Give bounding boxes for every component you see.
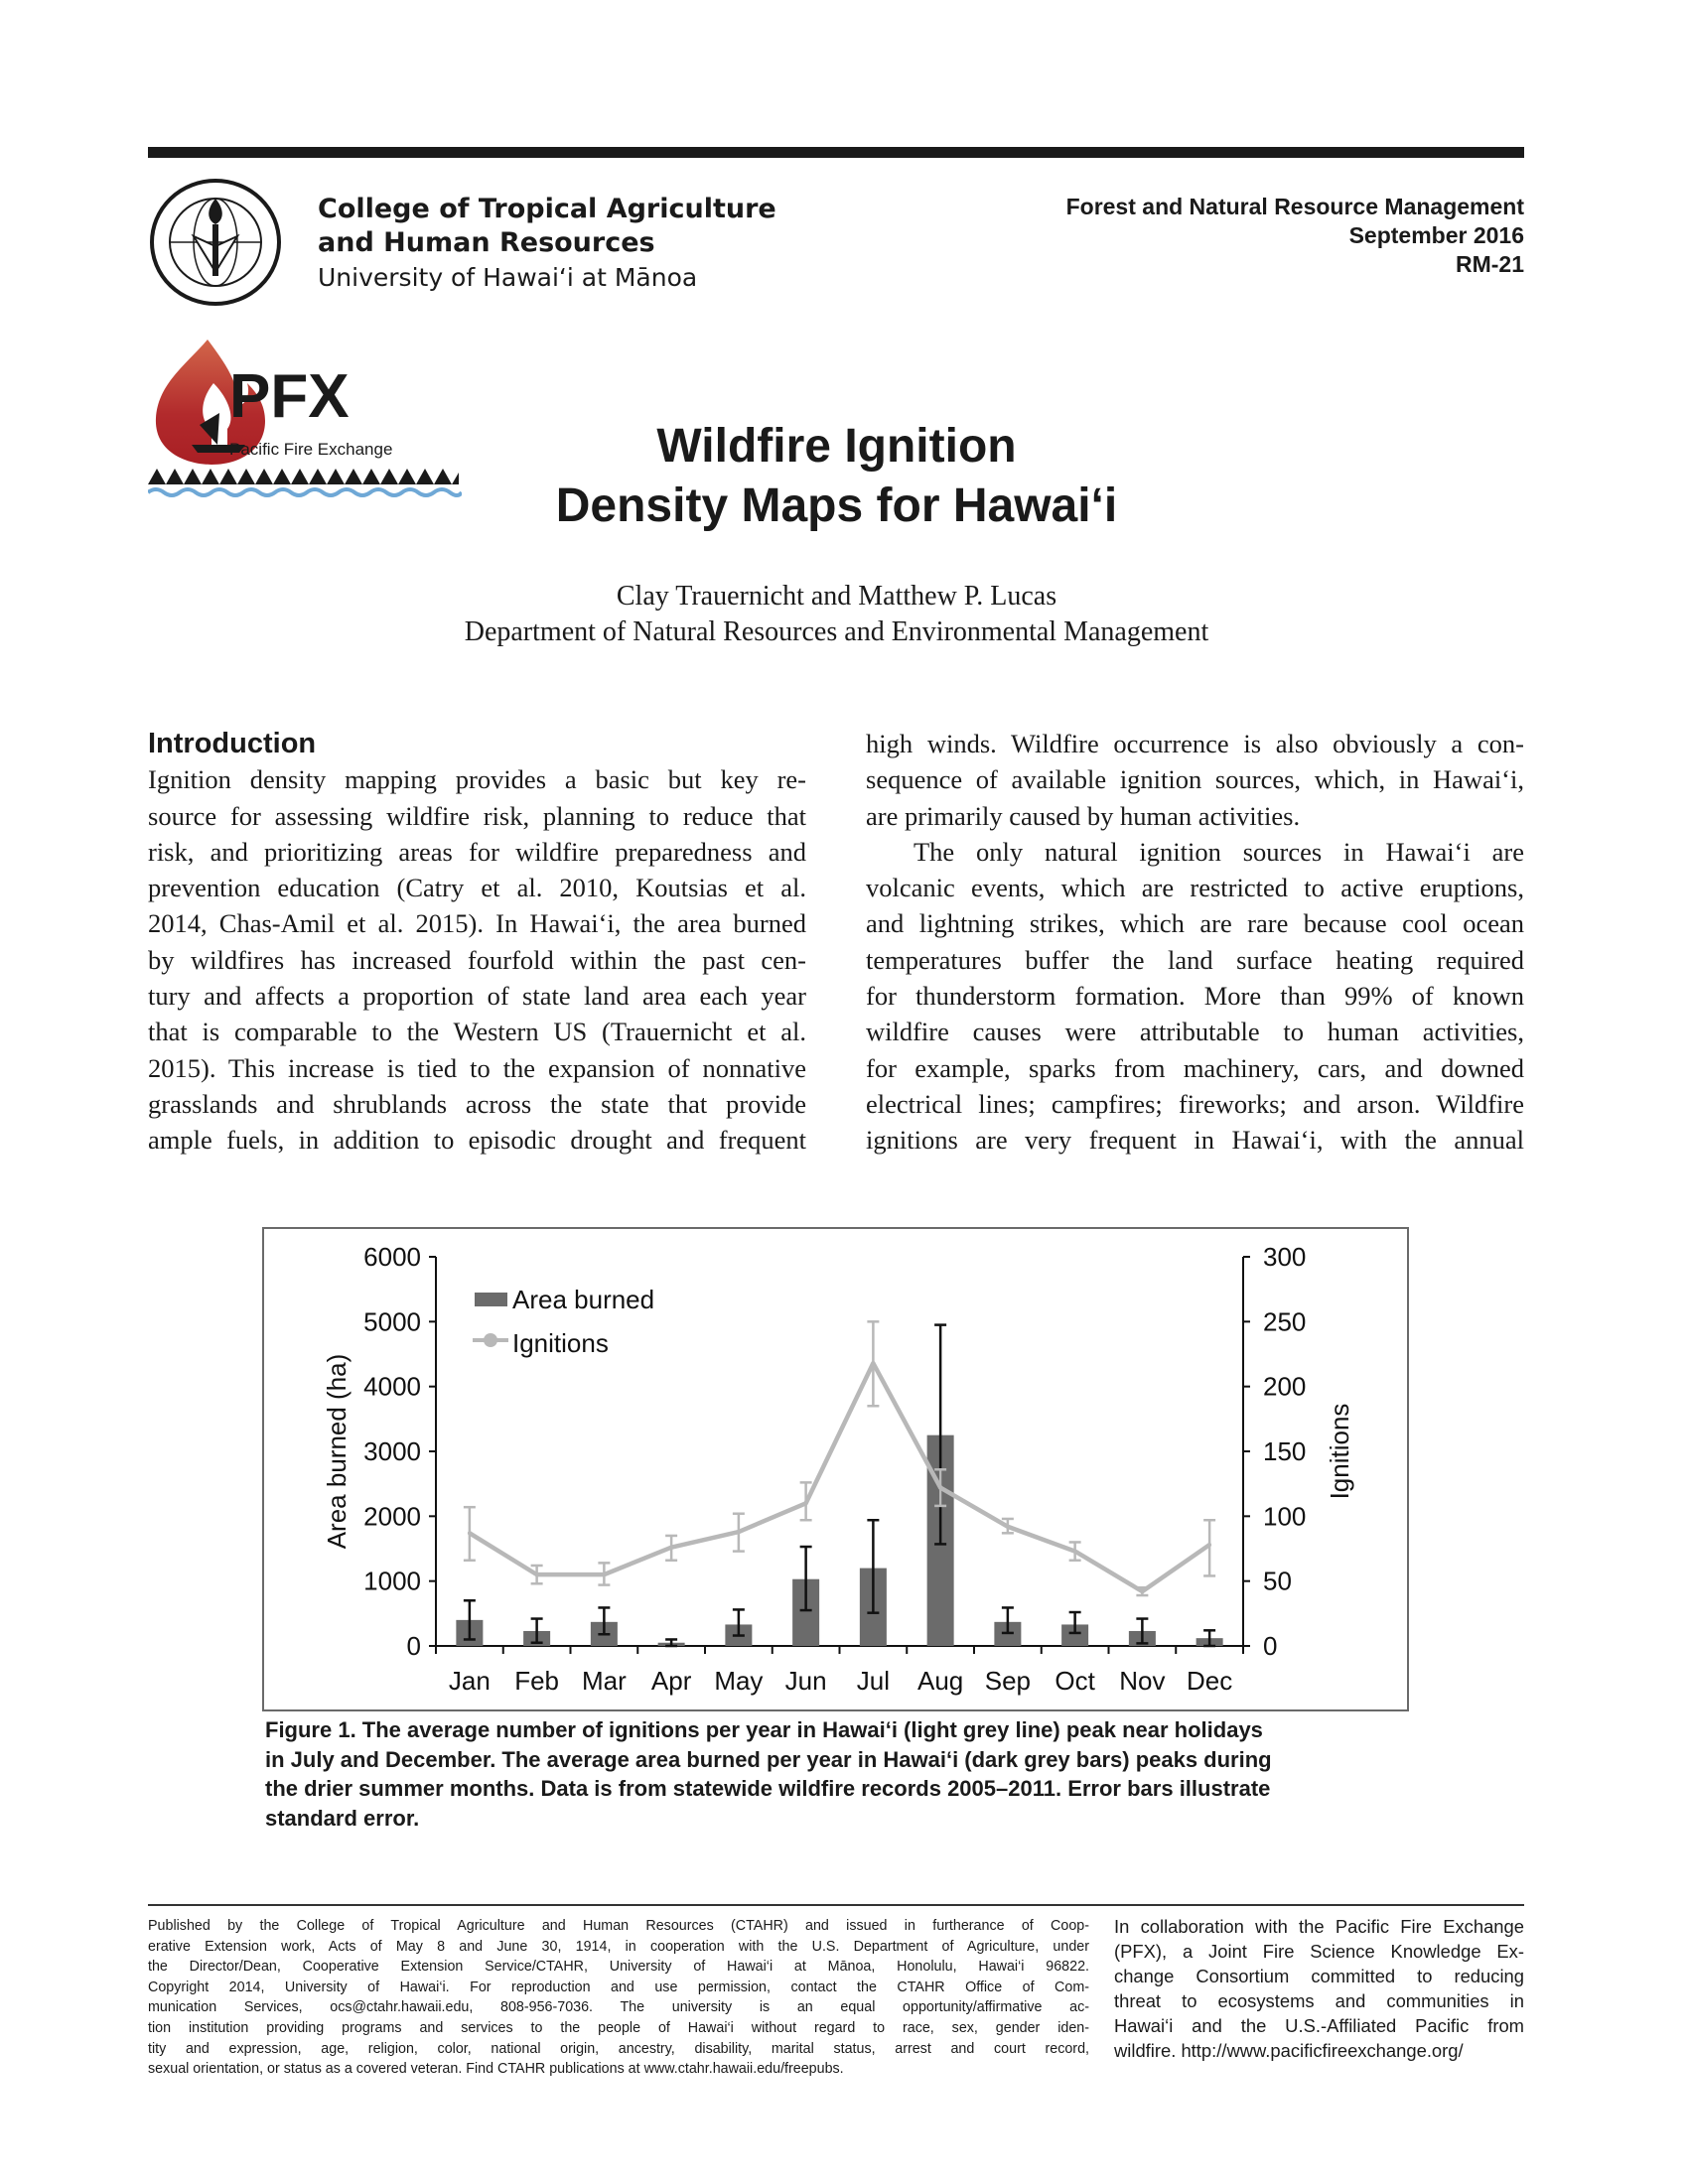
footer-line: erative Extension work, Acts of May 8 and June 30, 1914, in cooperation with the U.S. Department of Agriculture, under [148,1938,1089,1955]
left-y-tick-label: 5000 [363,1306,421,1337]
publication-date: September 2016 [1348,222,1524,248]
left-y-tick-label: 1000 [363,1566,421,1596]
line-ignitions [470,1363,1209,1591]
x-tick-label: Aug [916,1666,964,1696]
point-ignitions [669,1546,673,1550]
point-ignitions [1140,1589,1144,1593]
point-ignitions [938,1486,942,1490]
footer-line: Hawai‘i and the U.S.-Affiliated Pacific from [1114,2015,1524,2036]
figure-1-chart [264,1229,1407,1709]
university-seal-logo [148,177,283,308]
text-line: Ignition density mapping provides a basic but key re- [148,764,806,795]
title-line-2: Density Maps for Hawai‘i [555,479,1118,532]
left-column [148,726,806,1159]
footer-publication-notice [148,1916,1089,2080]
point-ignitions [1073,1550,1077,1554]
text-line: high winds. Wildfire occurrence is also obviously a con- [866,729,1524,758]
legend-label-ignitions: Ignitions [512,1328,609,1358]
footer-line: (PFX), a Joint Fire Science Knowledge Ex- [1114,1941,1524,1962]
left-y-tick-label: 2000 [363,1501,421,1532]
footer-rule [148,1904,1524,1906]
text-line: temperatures buffer the land surface heating required [866,944,1524,975]
right-y-tick-label: 250 [1263,1306,1307,1337]
figure-1-chart-frame [262,1227,1409,1711]
x-tick-label: Nov [1119,1666,1166,1696]
publication-info [1066,193,1524,279]
text-line: The only natural ignition sources in Hawai‘i are [914,836,1524,867]
text-line: 2014, Chas-Amil et al. 2015). In Hawai‘i, the area burned [148,908,806,939]
publication-code: RM-21 [1455,251,1524,277]
text-line: ample fuels, in addition to episodic drought and frequent [148,1125,806,1156]
left-y-tick-label: 4000 [363,1371,421,1402]
text-line: grasslands and shrublands across the state that provide [148,1088,806,1119]
point-ignitions [1207,1543,1211,1547]
text-line: electrical lines; campfires; fireworks; and arson. Wildfire [866,1088,1524,1119]
x-tick-label: Dec [1187,1666,1233,1696]
footer-line: threat to ecosystems and communities in [1114,1990,1524,2011]
x-tick-label: Jun [784,1666,827,1696]
text-line: that is comparable to the Western US (Trauernicht et al. [148,1017,806,1047]
point-ignitions [535,1572,539,1576]
right-y-tick-label: 100 [1263,1501,1307,1532]
author-names: Clay Trauernicht and Matthew P. Lucas [616,581,1057,612]
text-line: wildfire causes were attributable to human activities, [866,1017,1524,1047]
right-column-text [866,726,1524,1159]
document-title [0,417,1673,536]
series-name: Forest and Natural Resource Management [1065,194,1524,219]
x-tick-label: Jul [856,1666,890,1696]
caption-line: in July and December. The average area burned per year in Hawai‘i (dark grey bars) peaks during [265,1746,1272,1772]
caption-line: the drier summer months. Data is from statewide wildfire records 2005–2011. Error bars illustrate [265,1776,1271,1801]
x-tick-label: Sep [984,1666,1032,1696]
svg-text:PFX: PFX [229,362,350,431]
college-name [318,193,776,296]
text-line: tury and affects a proportion of state land area each year [148,981,806,1012]
caption-line: Figure 1. The average number of ignitions per year in Hawai‘i (light grey line) peak near holidays [265,1717,1263,1742]
right-y-tick-label: 300 [1263,1242,1307,1272]
right-y-axis-title: Ignitions [1325,1403,1354,1500]
point-ignitions [602,1572,606,1576]
text-line: risk, and prioritizing areas for wildfire preparedness and [148,836,806,867]
footer-collaboration-note [1114,1914,1524,2063]
text-line: ignitions are very frequent in Hawai‘i, with the annual [866,1125,1524,1156]
left-y-tick-label: 0 [406,1631,421,1661]
right-column [866,726,1524,1159]
header-rule [148,147,1524,158]
point-ignitions [871,1361,875,1365]
point-ignitions [1006,1525,1010,1529]
legend-label-area-burned: Area burned [512,1285,655,1314]
footer-line: munication Services, ocs@ctahr.hawaii.edu, 808-956-7036. The university is an equal opportunity/affirmative ac- [148,1999,1089,2016]
left-y-axis-title: Area burned (ha) [322,1353,352,1550]
text-line: for example, sparks from machinery, cars, and downed [866,1052,1524,1083]
footer-line: tity and expression, age, religion, color, national origin, ancestry, disability, marital status, arrest and court record, [148,2040,1089,2057]
x-tick-label: Feb [514,1666,560,1696]
text-line: and lightning strikes, which are rare because cool ocean [866,908,1524,939]
text-line: 2015). This increase is tied to the expansion of nonnative [148,1052,806,1083]
footer-line: the Director/Dean, Cooperative Extension Service/CTAHR, University of Hawai‘i at Mānoa, Honolulu, Hawai‘i 96822. [148,1959,1089,1976]
x-tick-label: May [714,1666,764,1696]
university-name: University of Hawai‘i at Mānoa [318,263,698,292]
footer-line: Copyright 2014, University of Hawai‘i. For reproduction and use permission, contact the CTAHR Office of Com- [148,1979,1089,1995]
point-ignitions [468,1531,472,1535]
footer-line: Published by the College of Tropical Agriculture and Human Resources (CTAHR) and issued in furtherance of Coop- [148,1918,1089,1934]
text-line: by wildfires has increased fourfold within the past cen- [148,944,806,975]
legend-marker-ignitions [484,1333,497,1347]
author-department: Department of Natural Resources and Environmental Management [464,616,1209,647]
footer-line: sexual orientation, or status as a covered veteran. Find CTAHR publications at www.ctahr.hawaii.edu/freepubs. [148,2061,844,2078]
text-line: for thunderstorm formation. More than 99% of known [866,981,1524,1012]
authors-block [0,579,1673,650]
footer-line: In collaboration with the Pacific Fire Exchange [1114,1916,1524,1937]
title-line-1: Wildfire Ignition [656,420,1017,473]
right-y-tick-label: 50 [1263,1566,1292,1596]
caption-line: standard error. [265,1805,420,1831]
x-tick-label: Jan [448,1666,491,1696]
left-y-tick-label: 3000 [363,1436,421,1466]
figure-1-caption [265,1715,1417,1833]
svg-text:Pacific Fire Exchange: Pacific Fire Exchange [229,440,393,459]
text-line: source for assessing wildfire risk, planning to reduce that [148,800,806,831]
footer-line: tion institution providing programs and services to the people of Hawai‘i without regard to race, sex, gender iden- [148,2019,1089,2036]
point-ignitions [804,1501,808,1505]
footer-line: change Consortium committed to reducing [1114,1966,1524,1986]
text-line: volcanic events, which are restricted to active eruptions, [866,873,1524,903]
text-line: sequence of available ignition sources, which, in Hawai‘i, [866,764,1524,795]
right-y-tick-label: 200 [1263,1371,1307,1402]
text-line: prevention education (Catry et al. 2010, Koutsias et al. [148,873,806,903]
left-column-text [148,761,806,1158]
college-line-2: and Human Resources [318,227,655,258]
college-line-1: College of Tropical Agriculture [318,194,776,224]
x-tick-label: Apr [650,1666,692,1696]
section-heading-introduction: Introduction [148,728,317,759]
right-y-tick-label: 0 [1263,1631,1278,1661]
text-line: are primarily caused by human activities. [866,800,1301,831]
footer-line: wildfire. http://www.pacificfireexchange.org/ [1114,2040,1464,2061]
left-y-tick-label: 6000 [363,1242,421,1272]
right-y-tick-label: 150 [1263,1436,1307,1466]
x-tick-label: Mar [581,1666,627,1696]
point-ignitions [737,1530,741,1534]
legend-swatch-area-burned [475,1293,507,1306]
x-tick-label: Oct [1055,1666,1095,1696]
